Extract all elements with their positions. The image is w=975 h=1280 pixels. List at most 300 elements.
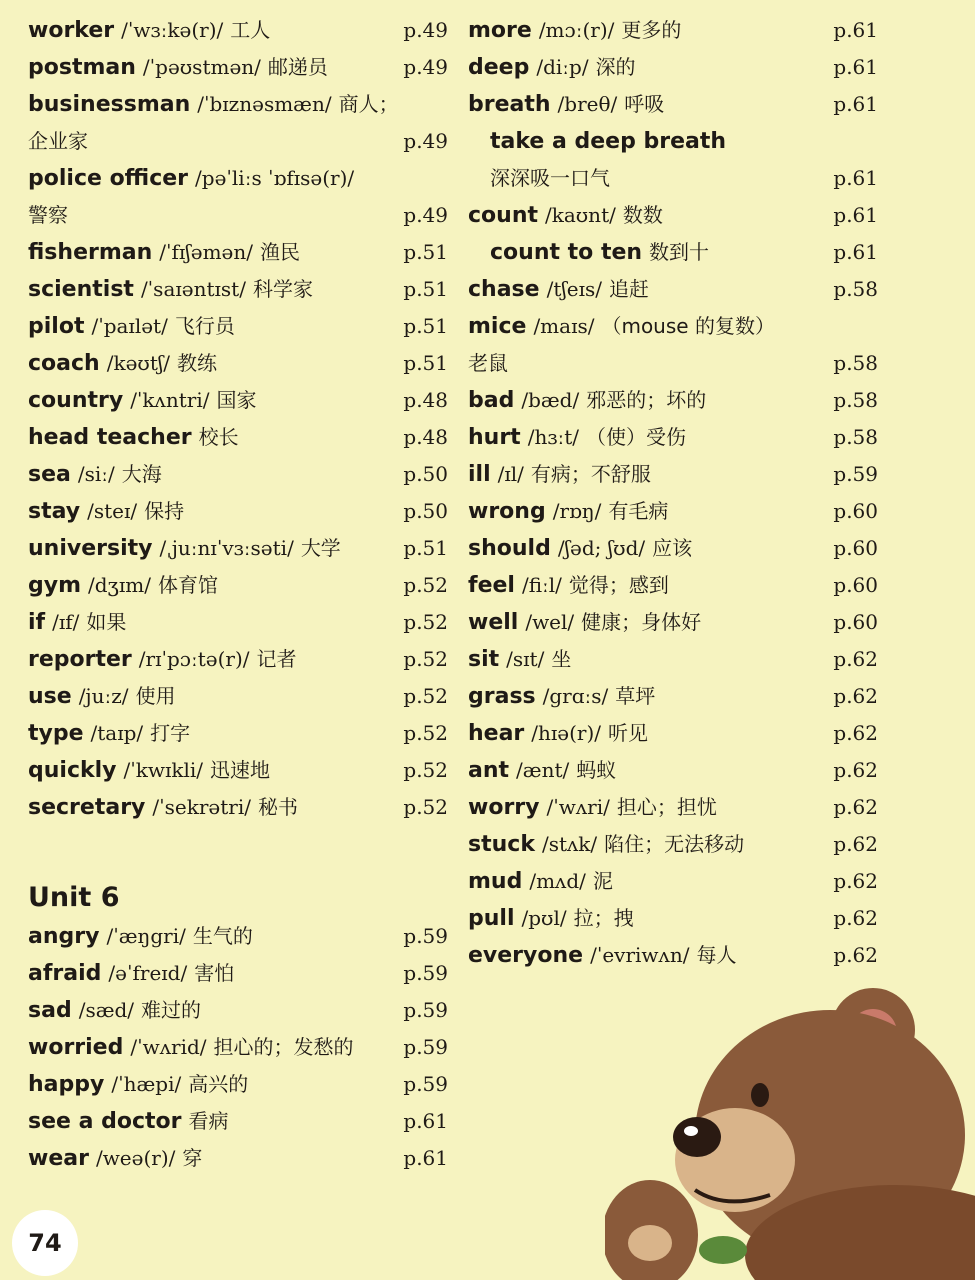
entry-line-2 <box>28 197 448 234</box>
entry-page-ref: p.51 <box>403 351 448 375</box>
vocab-entry <box>28 992 448 1029</box>
entry-word: if <box>28 610 46 635</box>
entry-phonetic: /maɪs/ <box>533 314 595 338</box>
vocab-entry <box>28 493 448 530</box>
entry-word: mice <box>468 314 527 339</box>
entry-phonetic: /weə(r)/ <box>95 1146 176 1170</box>
vocab-entry <box>28 955 448 992</box>
entry-phonetic: /taɪp/ <box>90 721 144 745</box>
entry-phonetic: /ˈsekrətri/ <box>152 795 251 819</box>
entry-phonetic: /breθ/ <box>557 92 618 116</box>
entry-line <box>468 308 888 345</box>
vocab-entry <box>28 604 448 641</box>
entry-page-ref: p.58 <box>833 425 878 449</box>
entry-phonetic: /ˈkʌntri/ <box>130 388 210 412</box>
entry-page-ref: p.60 <box>833 573 878 597</box>
entry-word: take a deep breath <box>490 129 727 154</box>
entry-line <box>28 641 448 678</box>
vocab-entry <box>468 456 888 493</box>
entry-meaning: 陷住；无法移动 <box>604 832 745 856</box>
entry-meaning: 工人 <box>230 18 271 42</box>
entry-word: angry <box>28 924 100 949</box>
entry-meaning: 体育馆 <box>157 573 218 597</box>
entry-page-ref: p.51 <box>403 277 448 301</box>
entry-line <box>28 382 448 419</box>
entry-word: chase <box>468 277 540 302</box>
entry-phonetic: /ˈsaɪəntɪst/ <box>140 277 246 301</box>
entry-page-ref: p.51 <box>403 314 448 338</box>
entry-page-ref: p.51 <box>403 240 448 264</box>
bear-icon <box>605 988 975 1280</box>
entry-meaning: 渔民 <box>260 240 300 264</box>
entry-line <box>28 678 448 715</box>
vocab-entry <box>468 937 888 974</box>
entry-page-ref: p.59 <box>403 1072 448 1096</box>
entry-page-ref: p.49 <box>403 55 448 79</box>
entry-meaning: 坐 <box>551 647 572 671</box>
entry-page-ref: p.59 <box>403 1035 448 1059</box>
entry-page-ref: p.52 <box>403 647 448 671</box>
entry-meaning-cont: 警察 <box>28 203 68 227</box>
entry-word: see a doctor <box>28 1109 182 1134</box>
entry-phonetic: /pʊl/ <box>521 906 567 930</box>
entry-line-2 <box>28 123 448 160</box>
entry-meaning: 高兴的 <box>188 1072 249 1096</box>
entry-line-2 <box>490 160 888 197</box>
entry-line <box>468 678 888 715</box>
word-list-unit6 <box>28 918 448 1177</box>
entry-word: count to ten <box>490 240 643 265</box>
entry-line <box>28 49 448 86</box>
entry-phonetic: /ɪl/ <box>497 462 524 486</box>
entry-page-ref: p.50 <box>403 462 448 486</box>
entry-line <box>28 12 448 49</box>
entry-meaning: 追赶 <box>609 277 650 301</box>
entry-word: scientist <box>28 277 134 302</box>
entry-page-ref: p.48 <box>403 388 448 412</box>
entry-phonetic: /ˈwʌrid/ <box>130 1035 207 1059</box>
vocab-entry <box>468 900 888 937</box>
entry-line <box>468 86 888 123</box>
entry-line <box>28 456 448 493</box>
entry-page-ref: p.60 <box>833 610 878 634</box>
entry-word: pilot <box>28 314 85 339</box>
entry-word: worry <box>468 795 540 820</box>
entry-phonetic: /ˈpaɪlət/ <box>91 314 168 338</box>
vocab-entry <box>28 752 448 789</box>
entry-word: sea <box>28 462 71 487</box>
entry-meaning: 打字 <box>150 721 191 745</box>
entry-phonetic: /siː/ <box>77 462 115 486</box>
entry-page-ref: p.59 <box>403 998 448 1022</box>
entry-phonetic: /ˈwʌri/ <box>546 795 610 819</box>
entry-line <box>28 86 448 123</box>
entry-meaning: 担心；担忧 <box>616 795 717 819</box>
entry-line <box>468 641 888 678</box>
left-column <box>28 12 448 1177</box>
entry-meaning: 听见 <box>608 721 649 745</box>
entry-phonetic: /tʃeɪs/ <box>546 277 603 301</box>
entry-line <box>468 604 888 641</box>
entry-line <box>28 419 448 456</box>
entry-line <box>468 567 888 604</box>
entry-page-ref: p.51 <box>403 536 448 560</box>
entry-meaning: 健康；身体好 <box>581 610 702 634</box>
entry-word: ill <box>468 462 491 487</box>
entry-word: stay <box>28 499 81 524</box>
entry-meaning: 有毛病 <box>608 499 669 523</box>
entry-line <box>28 345 448 382</box>
entry-line <box>468 863 888 900</box>
entry-phonetic: /sɪt/ <box>506 647 545 671</box>
vocab-entry <box>468 271 888 308</box>
entry-phonetic: /rɪˈpɔːtə(r)/ <box>138 647 250 671</box>
entry-meaning: 每人 <box>696 943 737 967</box>
entry-phonetic: /pəˈliːs ˈɒfɪsə(r)/ <box>195 166 355 190</box>
entry-line <box>28 1066 448 1103</box>
unit-heading: Unit 6 <box>28 882 120 913</box>
entry-line <box>28 1029 448 1066</box>
entry-page-ref: p.49 <box>403 18 448 42</box>
entry-word: fisherman <box>28 240 153 265</box>
entry-meaning: 看病 <box>188 1109 229 1133</box>
vocab-entry <box>468 678 888 715</box>
vocab-entry <box>468 715 888 752</box>
entry-page-ref: p.60 <box>833 536 878 560</box>
vocab-entry <box>28 160 448 234</box>
entry-phonetic: /ˈæŋgri/ <box>106 924 186 948</box>
vocab-entry <box>468 197 888 234</box>
entry-phonetic: /hɪə(r)/ <box>531 721 602 745</box>
entry-page-ref: p.62 <box>833 906 878 930</box>
entry-phonetic: /ˈwɜːkə(r)/ <box>121 18 224 42</box>
entry-phonetic: /stʌk/ <box>541 832 598 856</box>
entry-word: sit <box>468 647 500 672</box>
entry-phonetic: /kaʊnt/ <box>545 203 616 227</box>
entry-meaning: 穿 <box>182 1146 203 1170</box>
entry-phonetic: /diːp/ <box>536 55 589 79</box>
entry-word: hurt <box>468 425 521 450</box>
entry-word: gym <box>28 573 82 598</box>
entry-meaning: 保持 <box>144 499 185 523</box>
entry-meaning-cont: 老鼠 <box>468 351 508 375</box>
entry-word: worker <box>28 18 115 43</box>
entry-meaning: 大学 <box>300 536 341 560</box>
entry-meaning: 难过的 <box>141 998 202 1022</box>
vocab-entry <box>28 49 448 86</box>
vocab-entry <box>28 456 448 493</box>
entry-word: grass <box>468 684 536 709</box>
entry-word: wrong <box>468 499 546 524</box>
entry-line <box>28 955 448 992</box>
vocab-entry <box>28 12 448 49</box>
entry-word: worried <box>28 1035 124 1060</box>
entry-meaning: 飞行员 <box>174 314 235 338</box>
bear-illustration <box>605 985 975 1280</box>
vocab-entry <box>468 234 888 271</box>
entry-meaning: 邮递员 <box>267 55 328 79</box>
entry-meaning: 有病；不舒服 <box>530 462 651 486</box>
entry-page-ref: p.59 <box>833 462 878 486</box>
entry-phonetic: /grɑːs/ <box>542 684 609 708</box>
word-list-right <box>468 12 888 974</box>
entry-line <box>28 992 448 1029</box>
entry-meaning: 迅速地 <box>210 758 271 782</box>
vocab-entry <box>28 345 448 382</box>
entry-line <box>468 382 888 419</box>
entry-word: afraid <box>28 961 102 986</box>
entry-page-ref: p.62 <box>833 721 878 745</box>
entry-meaning: 使用 <box>135 684 176 708</box>
entry-meaning: 泥 <box>592 869 613 893</box>
entry-line <box>468 271 888 308</box>
vocab-entry <box>28 419 448 456</box>
entry-word: businessman <box>28 92 191 117</box>
entry-line <box>468 419 888 456</box>
vocab-entry <box>468 86 888 123</box>
entry-page-ref: p.62 <box>833 795 878 819</box>
entry-word: police officer <box>28 166 189 191</box>
entry-phonetic: /rɒŋ/ <box>552 499 602 523</box>
entry-word: postman <box>28 55 136 80</box>
vocab-entry <box>468 826 888 863</box>
vocab-entry <box>28 308 448 345</box>
word-list-left <box>28 12 448 826</box>
entry-page-ref: p.58 <box>833 351 878 375</box>
right-column <box>468 12 888 974</box>
vocab-entry <box>468 604 888 641</box>
entry-meaning: 蚂蚁 <box>576 758 617 782</box>
entry-word: count <box>468 203 538 228</box>
entry-phonetic: /hɜːt/ <box>527 425 580 449</box>
entry-line-2 <box>468 345 888 382</box>
entry-meaning: （mouse 的复数） <box>601 314 775 338</box>
entry-page-ref: p.61 <box>833 55 878 79</box>
entry-page-ref: p.58 <box>833 277 878 301</box>
entry-word: ant <box>468 758 510 783</box>
vocab-entry <box>28 1140 448 1177</box>
vocab-entry <box>468 789 888 826</box>
entry-page-ref: p.61 <box>833 166 878 190</box>
entry-word: breath <box>468 92 551 117</box>
entry-meaning: 记者 <box>256 647 297 671</box>
entry-page-ref: p.50 <box>403 499 448 523</box>
vocab-entry <box>28 530 448 567</box>
entry-word: should <box>468 536 551 561</box>
entry-line <box>28 1103 448 1140</box>
entry-meaning: 商人； <box>338 92 399 116</box>
entry-page-ref: p.59 <box>403 961 448 985</box>
entry-line <box>468 530 888 567</box>
entry-word: stuck <box>468 832 535 857</box>
entry-meaning: 秘书 <box>257 795 298 819</box>
entry-line <box>468 826 888 863</box>
entry-page-ref: p.60 <box>833 499 878 523</box>
entry-word: use <box>28 684 72 709</box>
entry-word: mud <box>468 869 523 894</box>
entry-word: feel <box>468 573 515 598</box>
entry-meaning: 草坪 <box>615 684 656 708</box>
entry-meaning: 教练 <box>177 351 218 375</box>
entry-page-ref: p.62 <box>833 684 878 708</box>
entry-line <box>28 567 448 604</box>
entry-phonetic: /ˈpəʊstmən/ <box>142 55 261 79</box>
entry-meaning: 大海 <box>121 462 162 486</box>
entry-phonetic: /ˈbɪznəsmæn/ <box>197 92 332 116</box>
entry-meaning: 更多的 <box>621 18 682 42</box>
entry-word: university <box>28 536 153 561</box>
vocab-entry <box>28 918 448 955</box>
entry-page-ref: p.61 <box>833 203 878 227</box>
entry-phonetic: /ɪf/ <box>52 610 80 634</box>
vocab-entry <box>28 715 448 752</box>
entry-word: sad <box>28 998 72 1023</box>
vocab-entry <box>28 271 448 308</box>
vocab-entry <box>468 382 888 419</box>
entry-phonetic: /wel/ <box>525 610 575 634</box>
entry-phonetic: /dʒɪm/ <box>88 573 151 597</box>
entry-meaning-cont: 深深吸一口气 <box>490 166 610 190</box>
entry-word: deep <box>468 55 530 80</box>
entry-phonetic: /mʌd/ <box>529 869 586 893</box>
entry-word: type <box>28 721 84 746</box>
entry-word: wear <box>28 1146 89 1171</box>
entry-page-ref: p.52 <box>403 758 448 782</box>
entry-page-ref: p.52 <box>403 610 448 634</box>
entry-line <box>468 197 888 234</box>
entry-line <box>28 308 448 345</box>
entry-page-ref: p.52 <box>403 684 448 708</box>
entry-word: secretary <box>28 795 146 820</box>
vocab-entry <box>468 308 888 382</box>
entry-word: hear <box>468 721 525 746</box>
entry-line <box>28 271 448 308</box>
entry-phonetic: /ænt/ <box>516 758 570 782</box>
entry-meaning: 如果 <box>86 610 127 634</box>
entry-phonetic: /ˈhæpi/ <box>111 1072 182 1096</box>
vocab-entry <box>468 123 888 197</box>
page-number: 74 <box>12 1210 78 1276</box>
entry-line <box>468 789 888 826</box>
entry-line <box>28 604 448 641</box>
entry-page-ref: p.62 <box>833 832 878 856</box>
entry-line <box>468 752 888 789</box>
entry-page-ref: p.58 <box>833 388 878 412</box>
vocab-entry <box>468 49 888 86</box>
entry-meaning: 应该 <box>652 536 693 560</box>
entry-page-ref: p.52 <box>403 721 448 745</box>
entry-line <box>28 530 448 567</box>
entry-meaning: 数数 <box>622 203 663 227</box>
vocab-entry <box>468 493 888 530</box>
entry-phonetic: /əˈfreɪd/ <box>108 961 188 985</box>
entry-page-ref: p.62 <box>833 943 878 967</box>
entry-phonetic: /ˌjuːnɪˈvɜːsəti/ <box>159 536 294 560</box>
vocab-entry <box>28 678 448 715</box>
vocab-entry <box>468 641 888 678</box>
entry-phonetic: /steɪ/ <box>87 499 138 523</box>
vocab-entry <box>468 752 888 789</box>
entry-phonetic: /ʃəd; ʃʊd/ <box>557 536 646 560</box>
entry-line <box>28 234 448 271</box>
entry-page-ref: p.49 <box>403 203 448 227</box>
entry-page-ref: p.62 <box>833 647 878 671</box>
entry-word: head teacher <box>28 425 192 450</box>
entry-phonetic: /ˈfɪʃəmən/ <box>159 240 253 264</box>
entry-page-ref: p.52 <box>403 795 448 819</box>
vocab-entry <box>468 863 888 900</box>
entry-line <box>468 12 888 49</box>
entry-page-ref: p.61 <box>833 240 878 264</box>
entry-page-ref: p.59 <box>403 924 448 948</box>
entry-word: bad <box>468 388 515 413</box>
entry-line <box>468 900 888 937</box>
entry-line <box>468 493 888 530</box>
entry-word: coach <box>28 351 100 376</box>
entry-phonetic: /mɔː(r)/ <box>538 18 615 42</box>
entry-meaning: 数到十 <box>649 240 710 264</box>
entry-word: happy <box>28 1072 105 1097</box>
entry-page-ref: p.62 <box>833 758 878 782</box>
entry-line <box>28 493 448 530</box>
entry-phonetic: /fiːl/ <box>521 573 562 597</box>
entry-page-ref: p.61 <box>403 1109 448 1133</box>
entry-meaning: 担心的；发愁的 <box>213 1035 354 1059</box>
entry-meaning-cont: 企业家 <box>28 129 88 153</box>
entry-line <box>468 49 888 86</box>
vocab-entry <box>28 789 448 826</box>
entry-word: country <box>28 388 124 413</box>
entry-line <box>28 789 448 826</box>
entry-line <box>28 1140 448 1177</box>
entry-phonetic: /ˈkwɪkli/ <box>123 758 204 782</box>
entry-phonetic: /ˈevriwʌn/ <box>590 943 690 967</box>
entry-meaning: 邪恶的；坏的 <box>586 388 707 412</box>
vocab-entry <box>28 234 448 271</box>
vocab-entry <box>28 1103 448 1140</box>
entry-word: everyone <box>468 943 584 968</box>
vocab-entry <box>468 530 888 567</box>
entry-line <box>490 234 888 271</box>
entry-word: well <box>468 610 519 635</box>
entry-page-ref: p.52 <box>403 573 448 597</box>
entry-phonetic: /sæd/ <box>78 998 135 1022</box>
entry-word: reporter <box>28 647 132 672</box>
vocab-entry <box>28 1029 448 1066</box>
entry-page-ref: p.48 <box>403 425 448 449</box>
entry-phonetic: /bæd/ <box>521 388 580 412</box>
entry-page-ref: p.61 <box>833 18 878 42</box>
entry-meaning: （使）受伤 <box>586 425 687 449</box>
entry-word: more <box>468 18 532 43</box>
entry-line <box>468 937 888 974</box>
vocab-entry <box>28 1066 448 1103</box>
entry-meaning: 觉得；感到 <box>568 573 669 597</box>
entry-word: pull <box>468 906 515 931</box>
entry-line <box>28 715 448 752</box>
vocab-entry <box>468 567 888 604</box>
entry-line <box>28 752 448 789</box>
entry-meaning: 校长 <box>198 425 239 449</box>
entry-line <box>28 918 448 955</box>
vocab-entry <box>28 86 448 160</box>
entry-line <box>468 715 888 752</box>
entry-meaning: 害怕 <box>194 961 235 985</box>
vocab-entry <box>28 382 448 419</box>
entry-meaning: 科学家 <box>252 277 313 301</box>
entry-word: quickly <box>28 758 117 783</box>
entry-phonetic: /juːz/ <box>78 684 129 708</box>
